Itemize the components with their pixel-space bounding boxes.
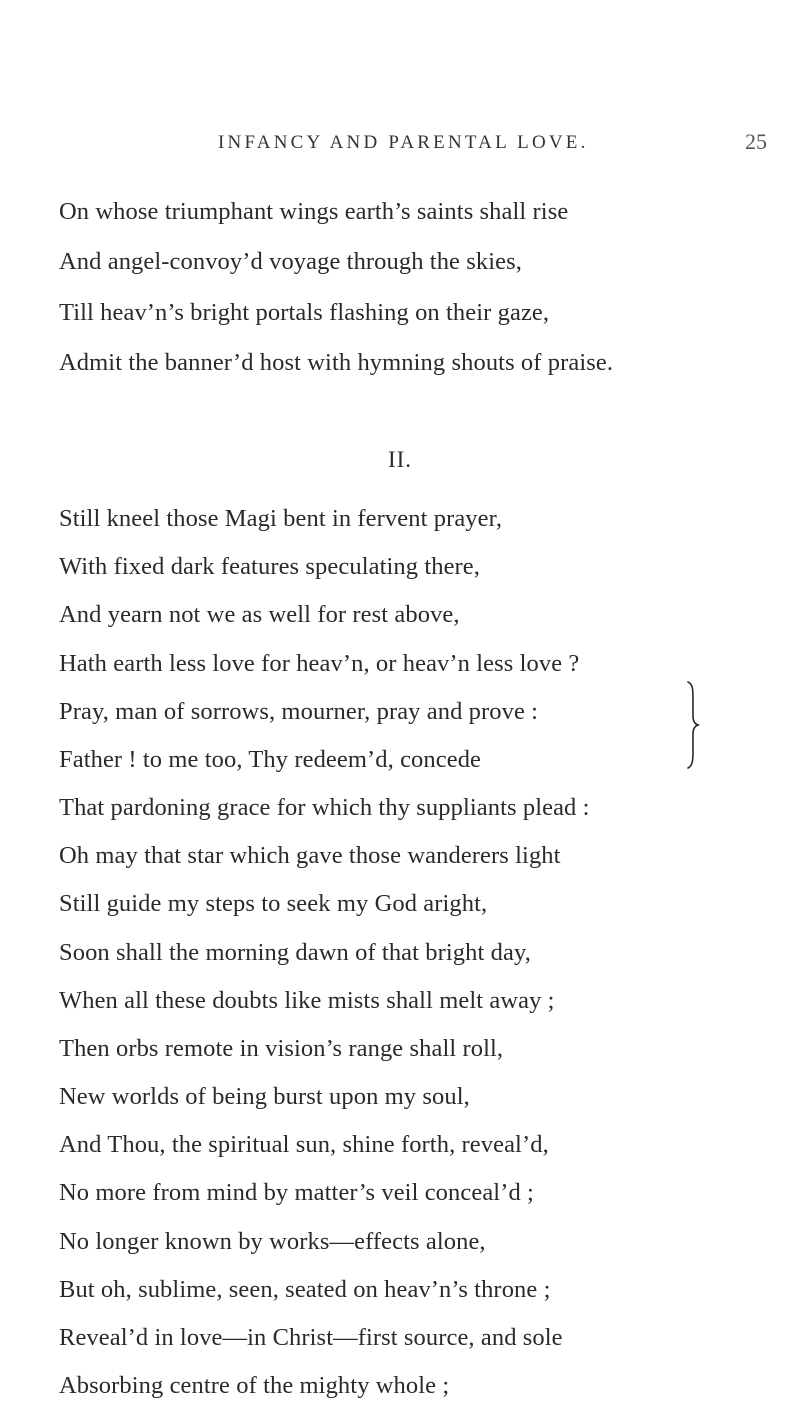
running-title: INFANCY AND PARENTAL LOVE. <box>218 132 589 153</box>
verse-line: Till heav’n’s bright portals flashing on their gaze, <box>59 299 550 326</box>
verse-line: Father ! to me too, Thy redeem’d, concede <box>59 746 482 773</box>
verse-line: Pray, man of sorrows, mourner, pray and prove : <box>59 698 539 725</box>
verse-line: With fixed dark features speculating there, <box>59 553 481 580</box>
verse-line: New worlds of being burst upon my soul, <box>59 1083 470 1110</box>
verse-line: And yearn not we as well for rest above, <box>59 601 460 628</box>
verse-line: Still kneel those Magi bent in fervent prayer, <box>59 505 503 532</box>
right-brace-icon <box>686 680 700 770</box>
verse-line: No more from mind by matter’s veil conceal’d ; <box>59 1179 534 1206</box>
verse-line: Still guide my steps to seek my God aright, <box>59 890 488 917</box>
section-number: II. <box>387 447 413 472</box>
verse-line: Reveal’d in love—in Christ—first source, and sole <box>59 1324 563 1351</box>
verse-line: On whose triumphant wings earth’s saints shall rise <box>59 198 569 225</box>
verse-line: But oh, sublime, seen, seated on heav’n’s throne ; <box>59 1276 551 1303</box>
verse-line: When all these doubts like mists shall melt away ; <box>59 987 555 1014</box>
page-number: 25 <box>745 129 767 154</box>
verse-line: Hath earth less love for heav’n, or heav’n less love ? <box>59 650 580 677</box>
running-head <box>0 129 800 162</box>
verse-line: And angel-convoy’d voyage through the skies, <box>59 248 522 275</box>
verse-line: Absorbing centre of the mighty whole ; <box>59 1372 450 1399</box>
verse-line: Then orbs remote in vision’s range shall roll, <box>59 1035 504 1062</box>
verse-line: That pardoning grace for which thy suppliants plead : <box>59 794 590 821</box>
verse-line: Soon shall the morning dawn of that bright day, <box>59 939 531 966</box>
verse-line: Oh may that star which gave those wanderers light <box>59 842 561 869</box>
verse-line: No longer known by works—effects alone, <box>59 1228 486 1255</box>
verse-line: Admit the banner’d host with hymning shouts of praise. <box>59 349 614 376</box>
verse-line: And Thou, the spiritual sun, shine forth, reveal’d, <box>59 1131 549 1158</box>
